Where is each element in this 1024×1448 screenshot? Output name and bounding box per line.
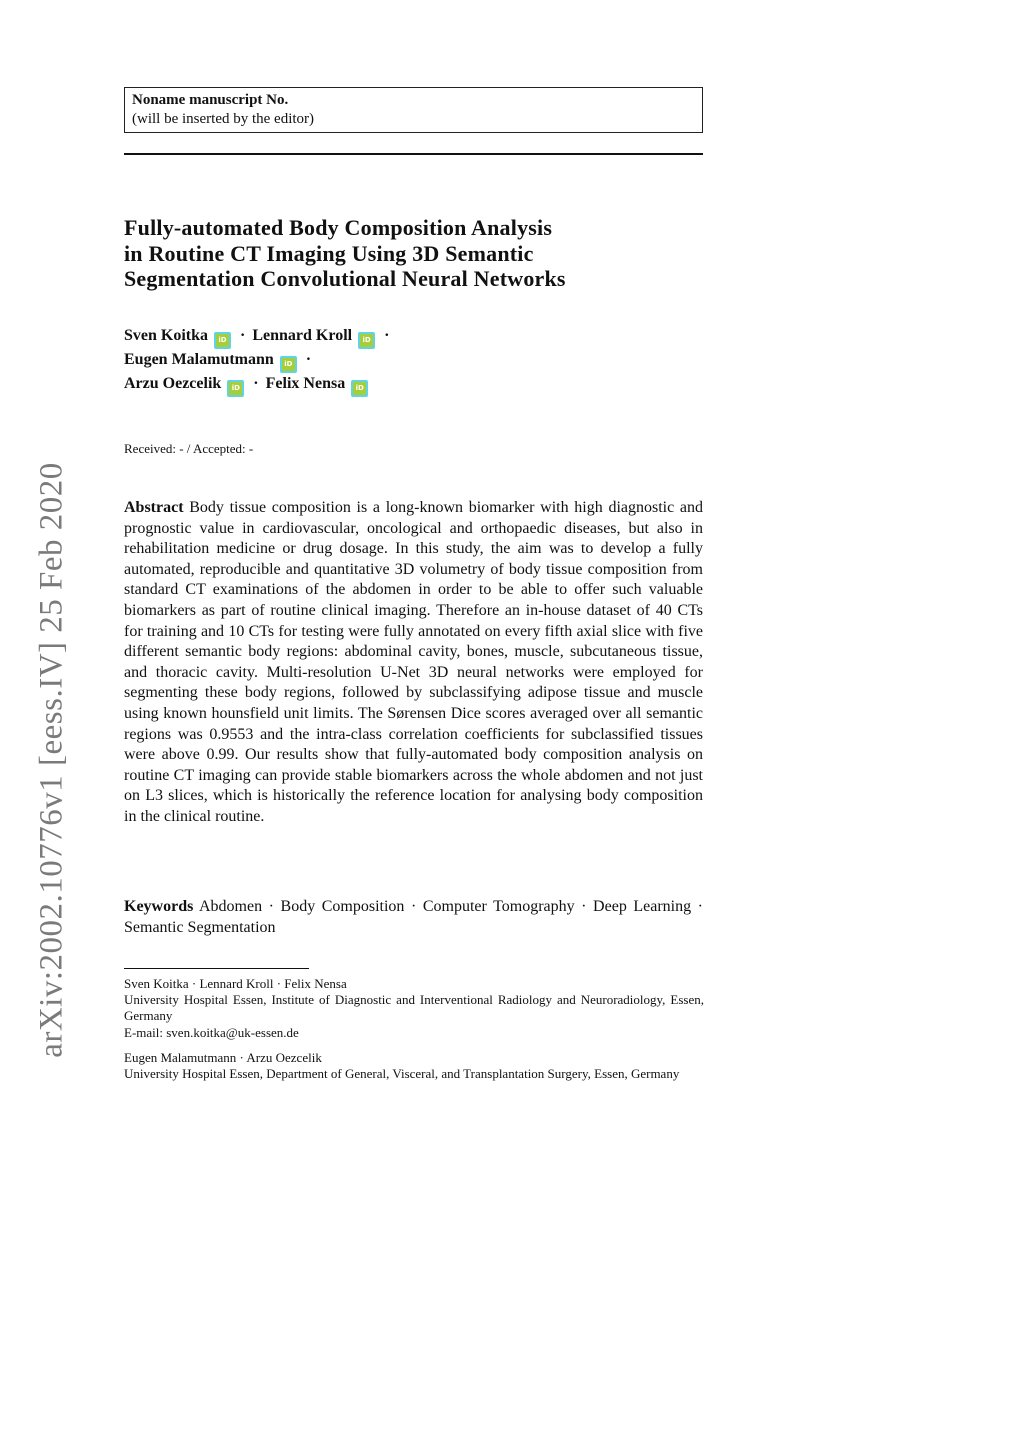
contact-email[interactable]: E-mail: sven.koitka@uk-essen.de — [124, 1024, 299, 1040]
title-line-2: in Routine CT Imaging Using 3D Semantic — [124, 240, 534, 266]
orcid-icon[interactable]: iD — [351, 380, 368, 397]
affiliation-institution: University Hospital Essen, Institute of Diagnostic and Interventional Radiology and Neuroradiology, Essen, Germany — [124, 992, 704, 1024]
author-separator: · — [240, 327, 246, 344]
orcid-icon[interactable]: iD — [280, 356, 297, 373]
affiliation-1 — [124, 976, 704, 1041]
orcid-icon[interactable]: iD — [227, 380, 244, 397]
author-separator: · — [305, 351, 312, 368]
title-line-3: Segmentation Convolutional Neural Networks — [124, 266, 566, 291]
author-name: Felix Nensa — [265, 375, 346, 392]
keywords-label: Keywords — [124, 898, 194, 915]
author-name: Arzu Oezcelik — [124, 375, 222, 392]
title-line-1: Fully-automated Body Composition Analysis — [124, 215, 553, 240]
manuscript-number-box — [124, 87, 703, 133]
abstract-label: Abstract — [124, 499, 184, 516]
author-separator: · — [384, 327, 390, 344]
affiliation-institution: University Hospital Essen, Department of General, Visceral, and Transplantation Surgery, Essen, Germany — [124, 1066, 680, 1082]
editor-note: (will be inserted by the editor) — [132, 111, 315, 127]
header-rule — [124, 153, 703, 155]
paper-title — [124, 215, 704, 292]
manuscript-label: Noname manuscript No. — [132, 92, 289, 108]
author-name: Sven Koitka — [124, 327, 209, 344]
author-name: Lennard Kroll — [252, 327, 353, 344]
orcid-icon[interactable]: iD — [214, 332, 231, 349]
author-list — [124, 325, 704, 397]
abstract — [124, 498, 703, 828]
author-name: Eugen Malamutmann — [124, 351, 274, 368]
keywords-text: Abdomen · Body Composition · Computer Tomography · Deep Learning · Semantic Segmentation — [124, 898, 703, 936]
arxiv-identifier: arXiv:2002.10776v1 [eess.IV] 25 Feb 2020 — [33, 462, 70, 1058]
abstract-text: Body tissue composition is a long-known biomarker with high diagnostic and prognostic value in cardiovascular, oncological and orthopaedic diseases, but also in rehabilitation medicine or drug dosage. In this study, the aim was to develop a fully automated, reproducible and quantitative 3D volumetry of body tissue composition from standard CT examinations of the abdomen in order to be able to offer such valuable biomarkers as part of routine clinical imaging. Therefore an in-house dataset of 40 CTs for training and 10 CTs for testing were fully annotated on every fifth axial slice with five different semantic body regions: abdominal cavity, bones, muscle, subcutaneous tissue, and thoracic cavity. Multi-resolution U-Net 3D neural networks were employed for segmenting these body regions, followed by subclassifying adipose tissue and muscle using known hounsfield unit limits. The Sørensen Dice scores averaged over all semantic regions was 0.9553 and the intra-class correlation coefficients for subclassified tissues were above 0.99. Our results show that fully-automated body composition analysis on routine CT imaging can provide stable biomarkers across the whole abdomen and not just on L3 slices, which is historically the reference location for analysing body composition in the clinical routine. — [124, 499, 704, 825]
orcid-icon[interactable]: iD — [358, 332, 375, 349]
affiliation-authors: Sven Koitka · Lennard Kroll · Felix Nensa — [124, 976, 347, 991]
received-accepted-dates: Received: - / Accepted: - — [124, 441, 254, 456]
keywords — [124, 897, 703, 938]
affiliation-2 — [124, 1050, 704, 1082]
author-line-2 — [124, 349, 704, 373]
author-line-3 — [124, 373, 704, 397]
footnote-rule — [124, 968, 309, 969]
affiliation-authors: Eugen Malamutmann · Arzu Oezcelik — [124, 1050, 322, 1065]
author-separator: · — [253, 375, 259, 392]
author-line-1 — [124, 325, 704, 349]
